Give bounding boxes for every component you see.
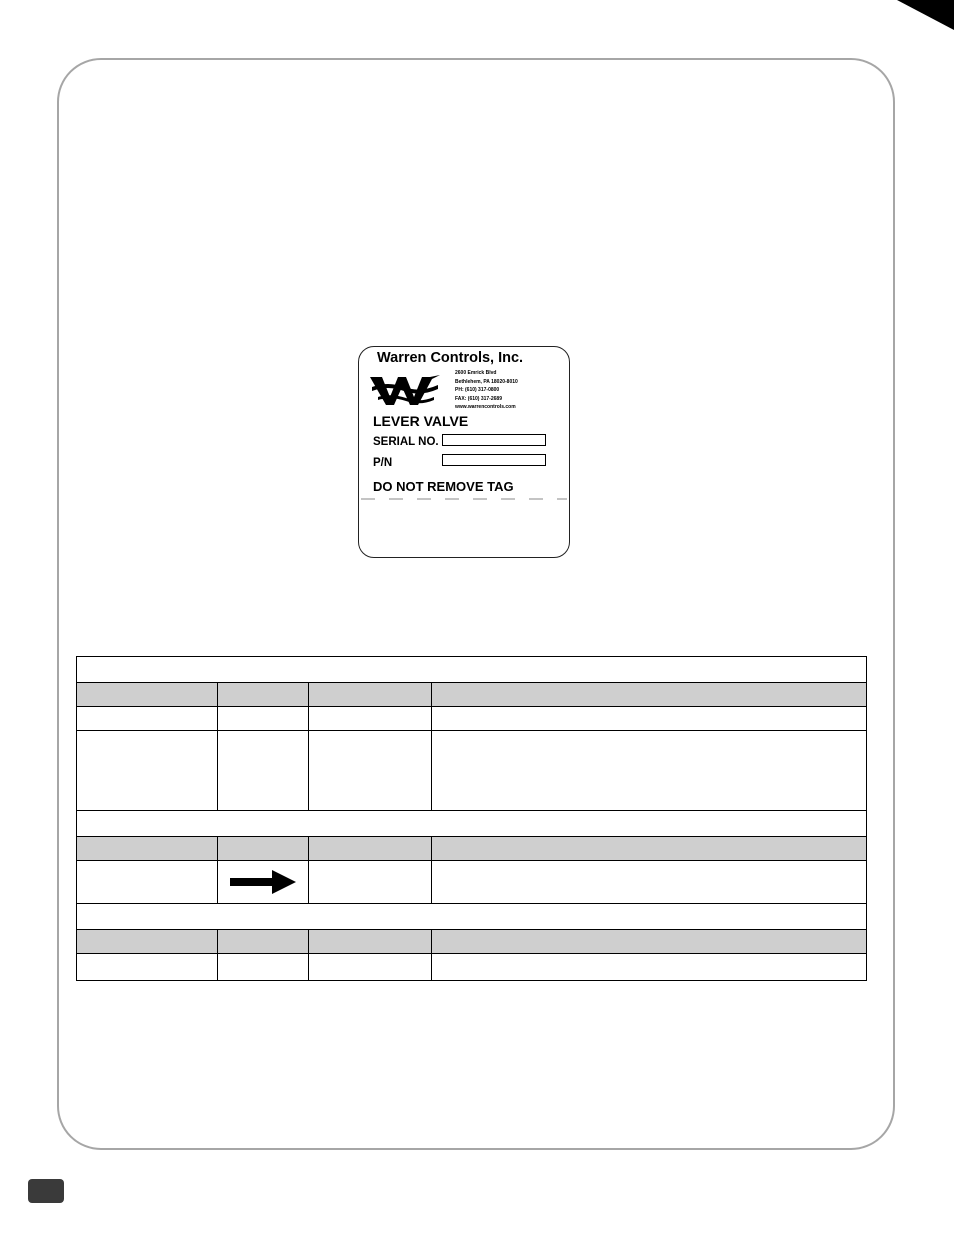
tag-address-block [455,369,518,412]
table-cell [77,731,218,811]
table-header-cell [432,683,867,707]
corner-triangle-decoration [0,0,954,30]
tag-title: LEVER VALVE [373,413,469,429]
table-section-row [77,657,867,683]
table-header-cell [77,930,218,954]
table-header-cell [77,837,218,861]
right-arrow-icon [230,870,296,894]
table-cell [77,904,867,930]
table-cell [77,707,218,731]
table-cell [309,954,432,981]
table-cell [309,731,432,811]
table-row [77,707,867,731]
valve-identification-tag [358,346,570,558]
table-cell [77,657,867,683]
table-cell [432,707,867,731]
tag-warning: DO NOT REMOVE TAG [373,479,514,494]
tag-serial-label: SERIAL NO. [373,436,439,448]
tag-address-line: PH: (610) 317-0800 [455,387,500,394]
table-cell [77,811,867,837]
tag-perforation-line [361,497,567,501]
table-header-cell [218,683,309,707]
table-row [77,861,867,904]
tag-address-line: FAX: (610) 317-2689 [455,395,502,402]
specification-table [76,656,867,981]
table-cell [218,954,309,981]
table-header-row [77,837,867,861]
tag-pn-field [442,454,546,466]
table-cell [218,731,309,811]
page-frame [57,58,895,1150]
table-cell [432,861,867,904]
table-cell [309,861,432,904]
tag-address-line: Bethlehem, PA 18020-8010 [455,378,518,385]
table-cell [218,861,309,904]
tag-pn-label: P/N [373,457,393,469]
table-cell [432,731,867,811]
table-row [77,954,867,981]
warren-w-logo-icon [368,371,448,407]
tag-address-line: www.warrencontrols.com [455,404,516,411]
tag-serial-field [442,434,546,446]
table-header-cell [309,683,432,707]
table-cell [218,707,309,731]
table-row [77,731,867,811]
page-number-tab [28,1179,64,1203]
tag-address-line: 2600 Emrick Blvd [455,370,497,376]
table-cell [77,861,218,904]
table-header-cell [432,837,867,861]
table-cell [309,707,432,731]
table-header-cell [309,930,432,954]
table-header-cell [218,837,309,861]
table-section-row [77,811,867,837]
table-cell [432,954,867,981]
table-header-row [77,930,867,954]
table-header-cell [432,930,867,954]
table-section-row [77,904,867,930]
table-header-cell [309,837,432,861]
table-header-cell [218,930,309,954]
tag-company-name: Warren Controls, Inc. [377,350,524,366]
table-cell [77,954,218,981]
table-header-cell [77,683,218,707]
table-header-row [77,683,867,707]
